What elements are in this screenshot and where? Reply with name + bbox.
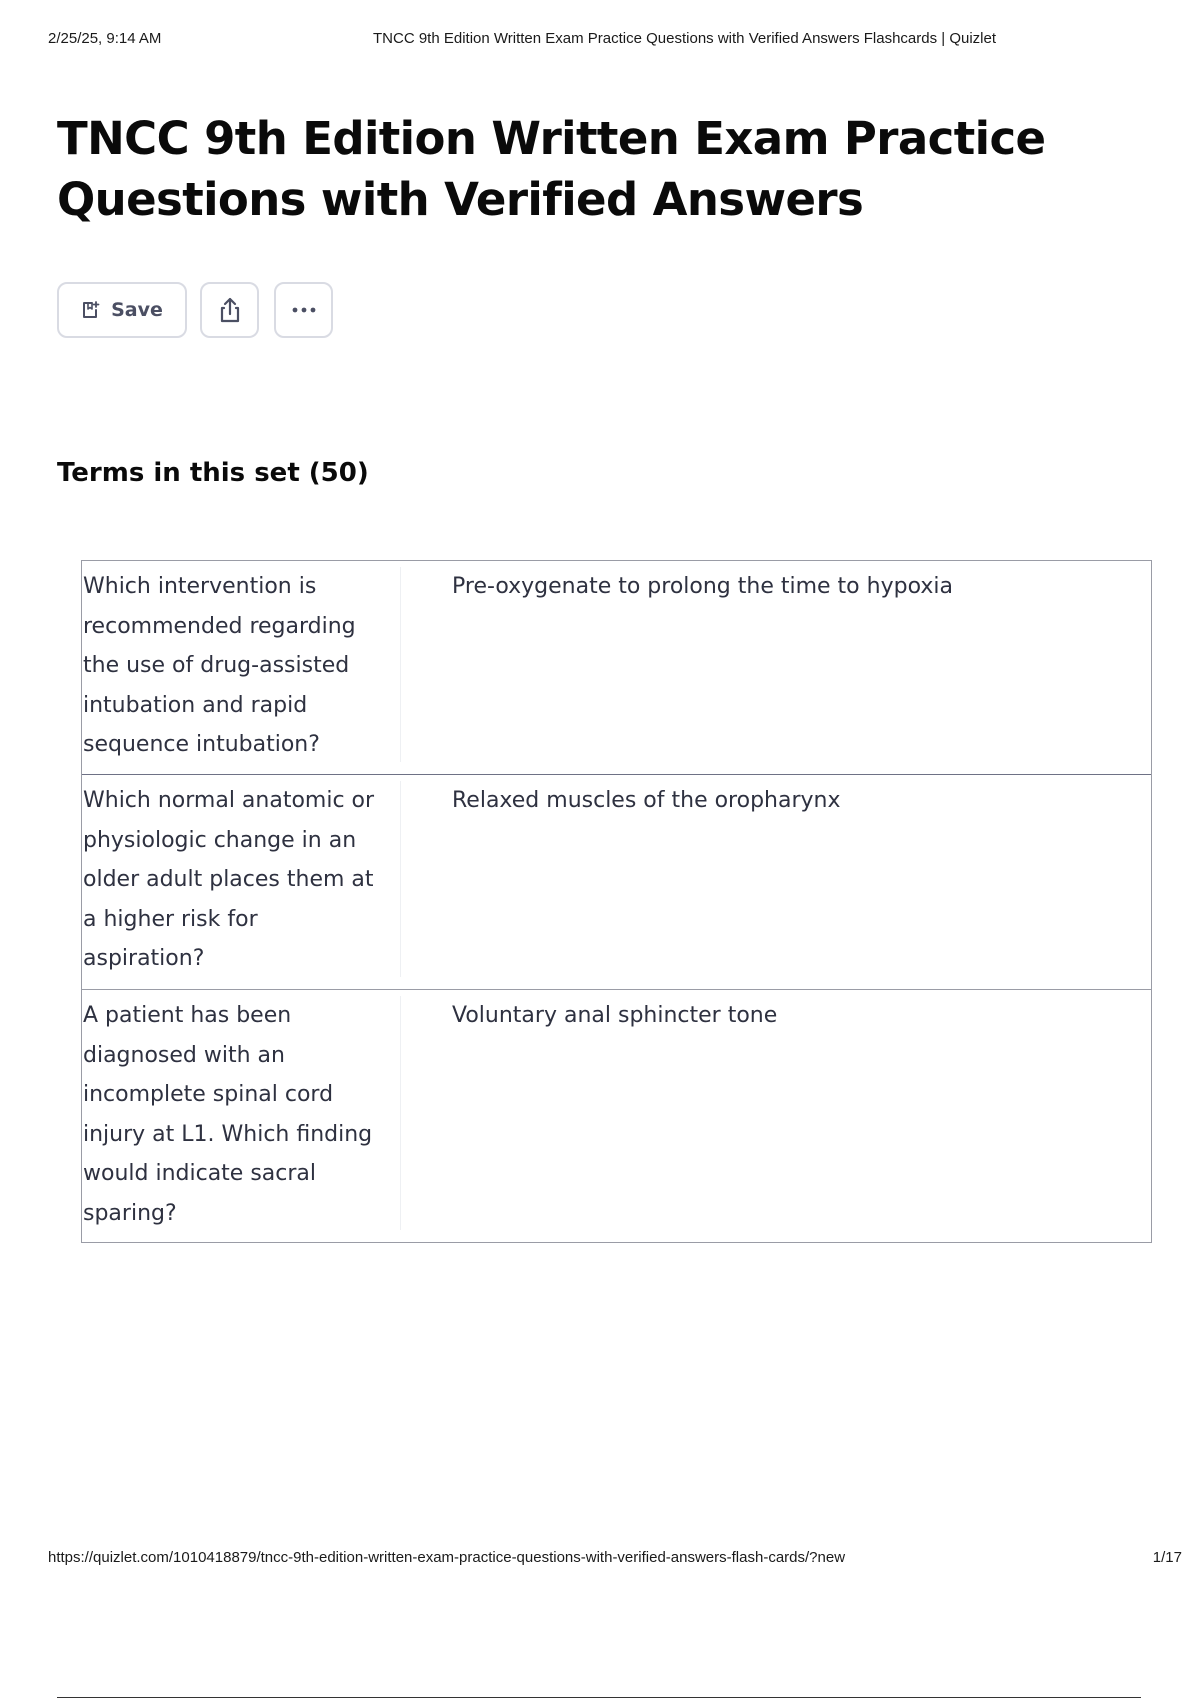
save-button[interactable] [57,282,187,338]
term-row [82,989,1151,1242]
share-button[interactable] [200,282,259,338]
print-datetime: 2/25/25, 9:14 AM [48,30,162,47]
term-column-divider [400,567,401,762]
term-row [82,561,1151,775]
term-question: Which normal anatomic or physiologic change in an older adult places them at a higher risk for aspiration? [83,788,375,971]
set-title: TNCC 9th Edition Written Exam Practice Questions with Verified Answers [57,112,1046,226]
print-page-number: 1/17 [1152,1549,1182,1566]
term-answer: Voluntary anal sphincter tone [452,1003,778,1028]
terms-heading: Terms in this set (50) [57,458,369,488]
save-button-label: Save [111,299,163,321]
more-options-button[interactable] [274,282,333,338]
print-footer [48,1549,1182,1569]
term-question: A patient has been diagnosed with an incomplete spinal cord injury at L1. Which finding would indicate sacral sparing? [83,1003,373,1226]
page-bottom-divider [57,1697,1141,1698]
save-icon [81,300,101,320]
terms-table [81,560,1152,1243]
print-header [48,30,1152,50]
term-question: Which intervention is recommended regarding the use of drug-assisted intubation and rapid sequence intubation? [83,574,356,757]
print-page-title: TNCC 9th Edition Written Exam Practice Questions with Verified Answers Flashcards | Quizlet [373,30,997,47]
term-column-divider [400,781,401,977]
print-url: https://quizlet.com/1010418879/tncc-9th-edition-written-exam-practice-questions-with-verified-answers-flash-cards/?new [48,1549,846,1566]
term-row [82,775,1151,989]
more-options-icon [289,305,319,315]
term-answer: Pre-oxygenate to prolong the time to hypoxia [452,574,953,599]
term-column-divider [400,996,401,1230]
share-icon [215,295,245,325]
term-answer: Relaxed muscles of the oropharynx [452,788,841,813]
